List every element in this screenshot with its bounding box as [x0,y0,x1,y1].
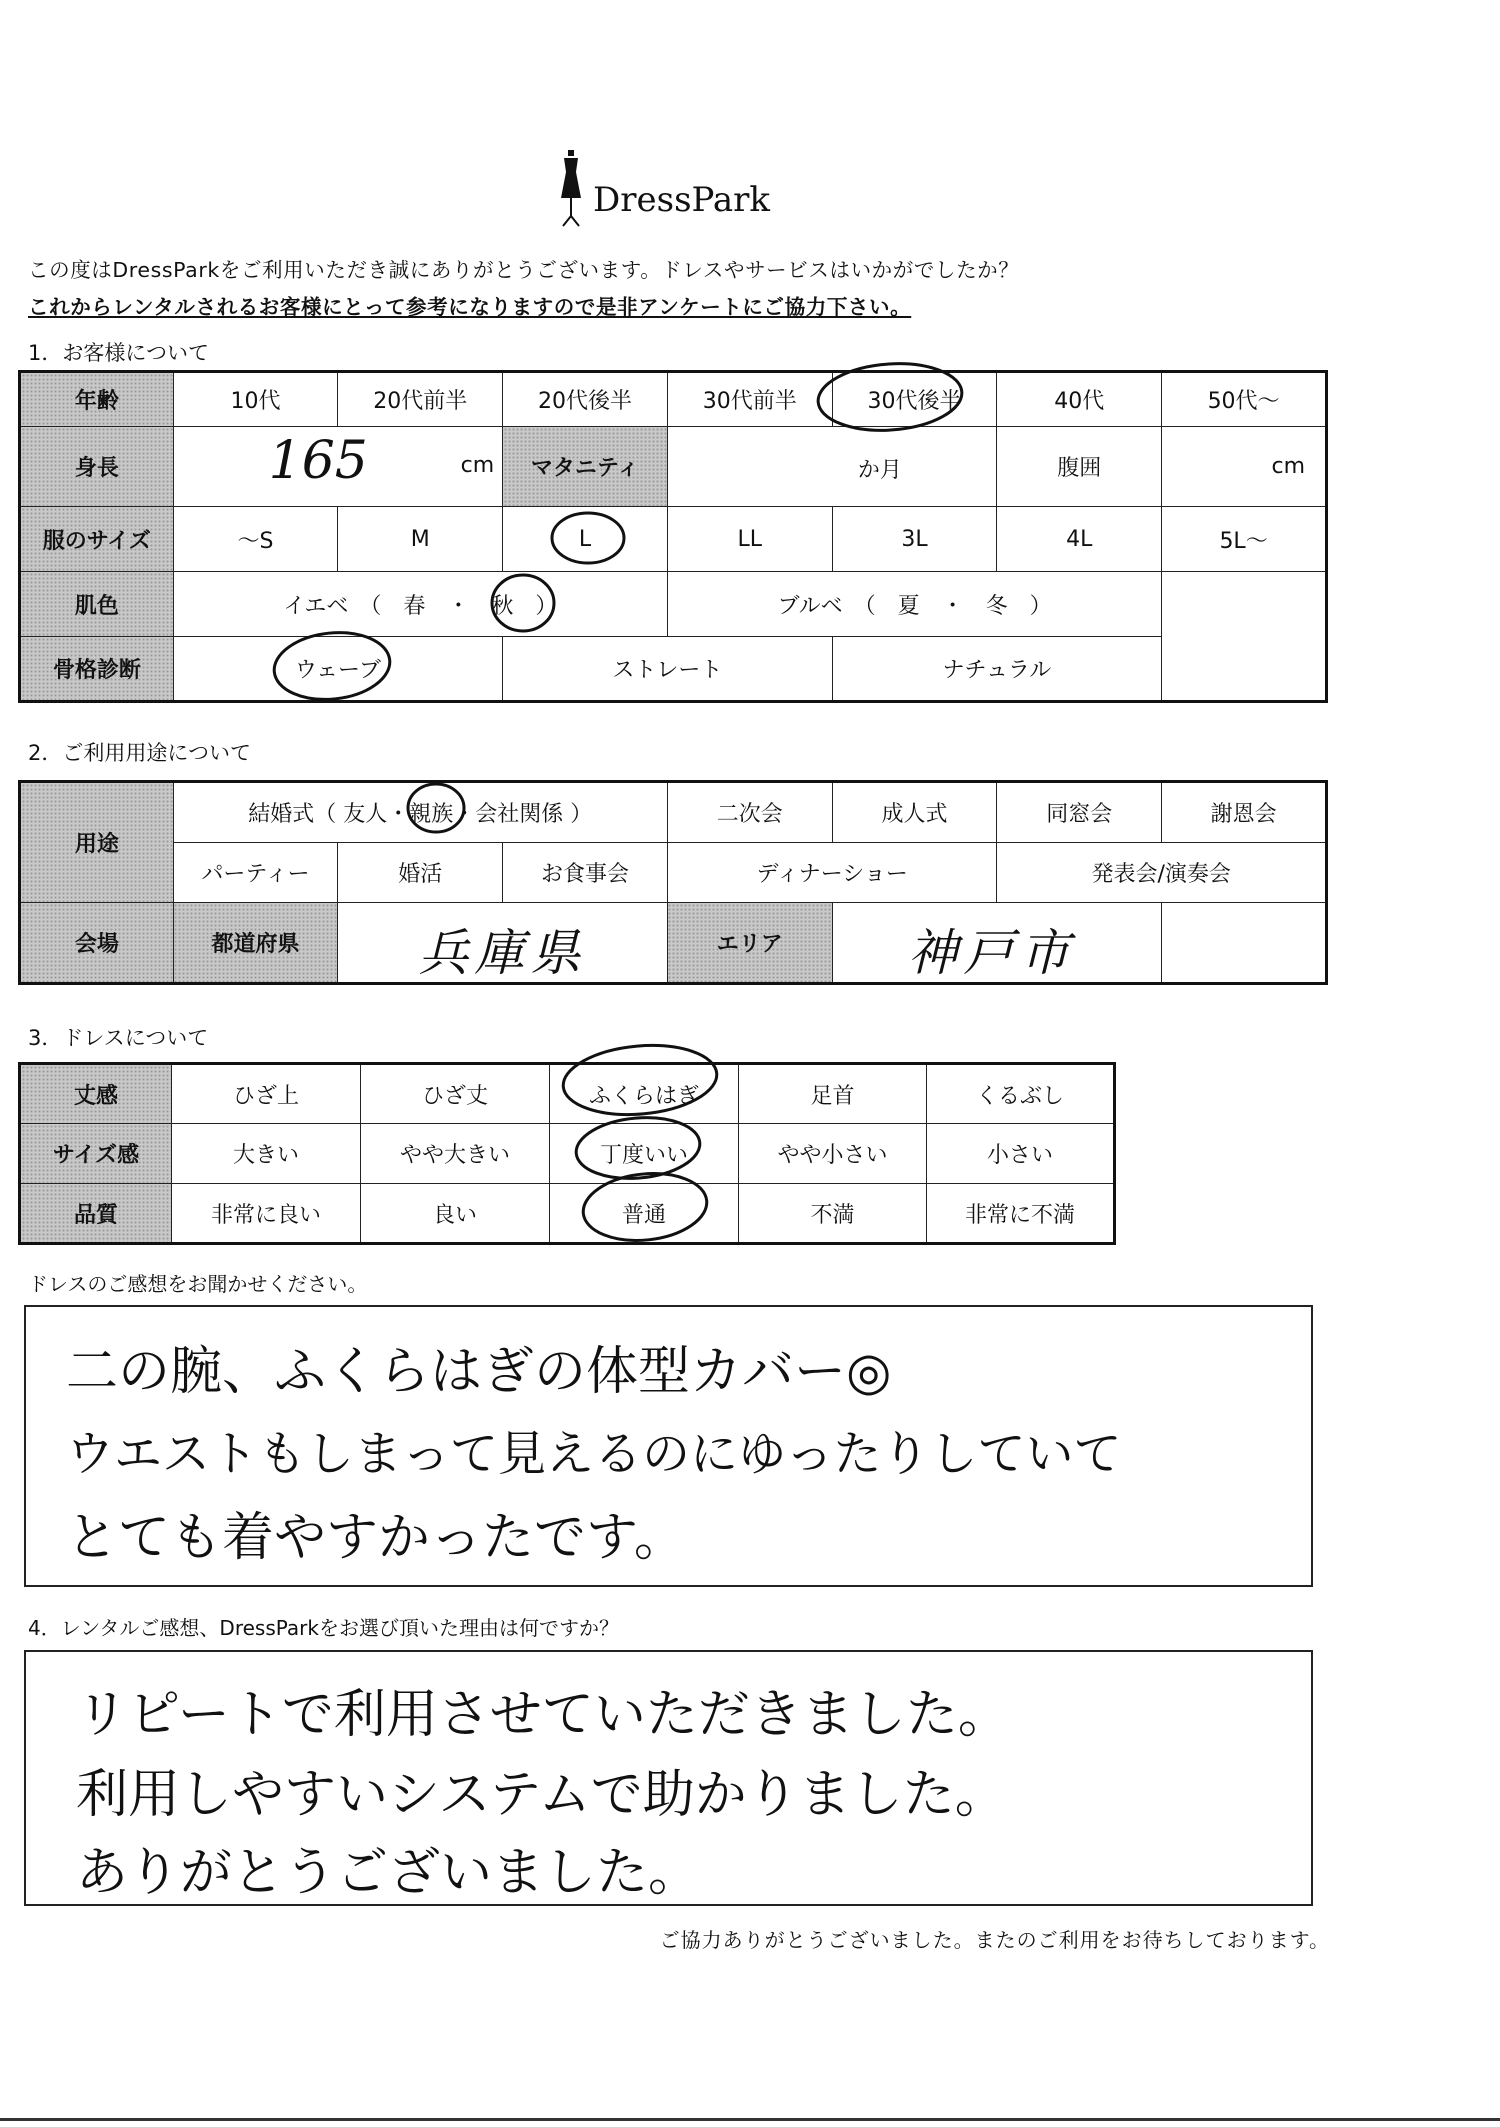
skin-label: 肌色 [20,572,174,637]
age-option-selected[interactable]: 30代後半 [832,372,997,427]
frame-option-selected[interactable]: ウェーブ [173,637,503,702]
quality-option[interactable]: 不満 [739,1184,927,1244]
empty-cell [1162,903,1327,984]
pref-field[interactable] [338,903,668,984]
use-option[interactable]: お食事会 [503,842,668,903]
wedding-option[interactable]: 結婚式（ 友人・親族・会社関係 ） [173,782,667,843]
dress-table [18,1062,1116,1245]
frame-option[interactable]: ナチュラル [832,637,1162,702]
intro-line-1: この度はDressParkをご利用いただき誠にありがとうございます。ドレスやサービスはいかがでしたか？ [28,258,1020,282]
footer-thanks: ご協力ありがとうございました。またのご利用をお待ちしております。 [659,1928,1330,1952]
use-label: 用途 [20,782,174,903]
fit-option-selected[interactable]: 丁度いい [550,1124,739,1184]
empty-cell [1162,572,1327,637]
section4-title: 4．レンタルご感想、DressParkをお選び頂いた理由は何ですか？ [28,1616,619,1640]
size-option[interactable]: LL [667,507,832,572]
frame-option[interactable]: ストレート [503,637,833,702]
height-field[interactable] [173,427,503,507]
size-option[interactable]: 3L [832,507,997,572]
scan-edge-line [0,2118,1500,2121]
maternity-label: マタニティ [503,427,668,507]
frame-label: 骨格診断 [20,637,174,702]
use-option[interactable]: パーティー [173,842,338,903]
use-option[interactable]: 婚活 [338,842,503,903]
section1-title: 1．お客様について [28,341,209,365]
use-option[interactable]: 同窓会 [997,782,1162,843]
customer-table [18,370,1328,703]
length-option[interactable]: 足首 [739,1064,927,1124]
age-option[interactable]: 30代前半 [667,372,832,427]
quality-option-selected[interactable]: 普通 [550,1184,739,1244]
height-value: 165 [268,431,368,491]
use-option[interactable]: 謝恩会 [1162,782,1327,843]
dress-comment-prompt: ドレスのご感想をお聞かせください。 [28,1272,368,1296]
area-label: エリア [667,903,832,984]
pref-label: 都道府県 [173,903,338,984]
quality-option[interactable]: 非常に良い [172,1184,361,1244]
use-option[interactable]: 発表会/演奏会 [997,842,1327,903]
waist-label: 腹囲 [997,427,1162,507]
quality-option[interactable]: 良い [361,1184,550,1244]
dress-comment-line: 二の腕、ふくらはぎの体型カバー◎ [66,1342,892,1402]
size-option[interactable]: M [338,507,503,572]
section2-title: 2．ご利用用途について [28,741,251,765]
fit-option[interactable]: 小さい [927,1124,1115,1184]
brand-logo [555,150,795,240]
fit-option[interactable]: やや大きい [361,1124,550,1184]
length-label: 丈感 [20,1064,172,1124]
age-label: 年齢 [20,372,174,427]
size-option-selected[interactable]: L [503,507,668,572]
use-option[interactable]: 二次会 [667,782,832,843]
length-option-selected[interactable]: ふくらはぎ [550,1064,739,1124]
age-option[interactable]: 10代 [173,372,338,427]
months-unit: か月 [857,458,902,483]
usage-table [18,780,1328,985]
rental-comment-line: リピートで利用させていただきました。 [76,1685,1010,1745]
quality-label: 品質 [20,1184,172,1244]
height-unit: cm [460,453,495,478]
dress-comment-line: とても着やすかったです。 [66,1508,686,1568]
brand-name: DressPark [593,180,771,220]
pref-value: 兵庫県 [418,924,587,983]
dress-comment-line: ウエストもしまって見えるのにゆったりしていて [66,1426,1122,1482]
section3-title: 3．ドレスについて [28,1026,209,1050]
area-field[interactable] [832,903,1162,984]
area-value: 神戸市 [907,924,1076,983]
intro-line-2: これからレンタルされるお客様にとって参考になりますので是非アンケートにご協力下さい。 [28,295,912,319]
length-option[interactable]: くるぶし [927,1064,1115,1124]
fit-label: サイズ感 [20,1124,172,1184]
dress-form-icon [555,150,587,230]
quality-option[interactable]: 非常に不満 [927,1184,1115,1244]
rental-comment-line: 利用しやすいシステムで助かりました。 [76,1765,1007,1825]
empty-cell [1162,637,1327,702]
length-option[interactable]: ひざ丈 [361,1064,550,1124]
skin-cool-option[interactable]: ブルベ （ 夏 ・ 冬 ） [667,572,1161,637]
size-option[interactable]: 5L～ [1162,507,1327,572]
size-option[interactable]: 4L [997,507,1162,572]
age-option[interactable]: 20代前半 [338,372,503,427]
skin-warm-option[interactable]: イエベ （ 春 ・ 秋 ） [173,572,667,637]
rental-comment-box[interactable] [24,1650,1313,1906]
waist-unit[interactable]: cm [1162,427,1327,507]
length-option[interactable]: ひざ上 [172,1064,361,1124]
age-option[interactable]: 40代 [997,372,1162,427]
age-option[interactable]: 50代～ [1162,372,1327,427]
rental-comment-line: ありがとうございました。 [76,1843,701,1903]
dress-comment-box[interactable] [24,1305,1313,1587]
venue-label: 会場 [20,903,174,984]
size-label: 服のサイズ [20,507,174,572]
fit-option[interactable]: 大きい [172,1124,361,1184]
use-option[interactable]: 成人式 [832,782,997,843]
size-option[interactable]: ～S [173,507,338,572]
months-field[interactable] [667,427,997,507]
height-label: 身長 [20,427,174,507]
fit-option[interactable]: やや小さい [739,1124,927,1184]
use-option[interactable]: ディナーショー [667,842,997,903]
age-option[interactable]: 20代後半 [503,372,668,427]
